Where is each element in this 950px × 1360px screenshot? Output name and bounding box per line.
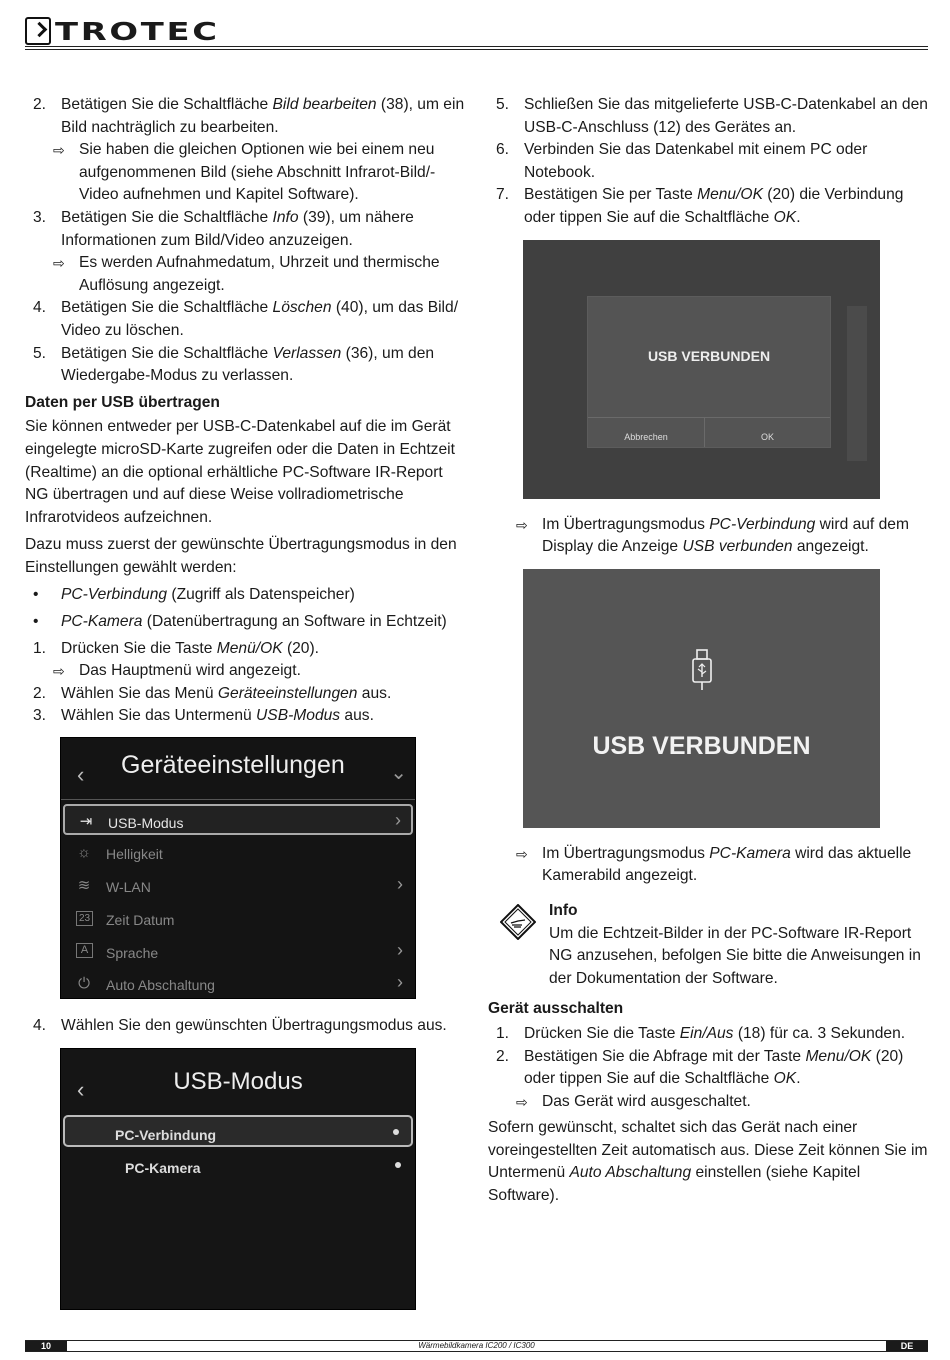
step-text: Betätigen Sie die Schaltfläche (61, 96, 273, 113)
screenshot-geraeteeinstellungen (60, 737, 416, 999)
wifi-icon: ≋ (77, 877, 91, 895)
dialog-cancel-button: Abbrechen (624, 431, 668, 442)
step-number: 2. (33, 96, 47, 113)
power-icon: ⏻ (78, 975, 90, 993)
chevron-right-icon: › (397, 972, 403, 993)
step-3 (25, 207, 465, 252)
step-text-end: aus. (357, 684, 392, 702)
step-2 (25, 94, 465, 139)
usb-step-5 (488, 94, 928, 139)
step-number: 5. (33, 344, 47, 362)
bullet-pc-kamera (25, 611, 465, 634)
menu-item-label: Sprache (106, 945, 159, 962)
step-text-end: (18) für ca. 3 Sekunden. (733, 1024, 906, 1042)
arrow-icon: ⇨ (53, 142, 65, 159)
step-emphasis: USB-Modus (256, 707, 341, 725)
screenshot-usb-modus (60, 1048, 416, 1310)
step-emphasis-2: OK (773, 208, 797, 226)
step-emphasis: Menü/OK (216, 639, 283, 657)
section-heading-off: Gerät ausschalten (488, 1000, 624, 1018)
menu-item-label: USB-Modus (108, 815, 184, 832)
step-number: 7. (496, 186, 510, 204)
scrollbar-track (847, 306, 867, 461)
step-text: Verbinden Sie das Datenkabel mit einem PC oder Notebook. (524, 141, 868, 181)
off-result-2 (488, 1091, 928, 1114)
divider (61, 799, 415, 800)
step-text-end: aus. (340, 707, 374, 725)
info-title: Info (549, 901, 578, 919)
trotec-logo (25, 16, 220, 46)
dialog-ok-button: OK (760, 431, 774, 442)
result-emphasis: PC-Kamera (709, 844, 791, 862)
radio-dot-icon (395, 1162, 401, 1168)
calendar-icon: 23 (76, 911, 93, 926)
page-number: 10 (25, 1341, 67, 1351)
step-emphasis: Löschen (272, 299, 332, 317)
bullet-pc-verbindung (25, 584, 465, 607)
step-5 (25, 343, 465, 388)
step-emphasis: Menu/OK (697, 186, 763, 204)
paragraph-usb-mode: Dazu muss zuerst der gewünschte Übertragungsmodus in den Einstellungen gewählt werden: (25, 536, 457, 576)
step-emphasis: Info (272, 208, 299, 226)
paragraph-usb-intro: Sie können entweder per USB-C-Datenkabel auf die im Gerät eingelegte microSD-Karte zugreifen oder die Daten in Echtzeit (Realtime) an die optional erhältliche PC-Software IR-Report NG übertragen und auf diese Weise vollradiometrische Infrarotvideos aufzeichnen. (25, 418, 455, 526)
dialog-box (587, 296, 831, 448)
menu-item-sprache (63, 936, 413, 967)
result-pc-verbindung (488, 514, 928, 559)
step-number: 6. (496, 141, 510, 159)
usb-step-6 (488, 139, 928, 184)
step-text-end: . (796, 208, 801, 226)
screenshot-usb-dialog (523, 240, 880, 499)
step-text: Drücken Sie die Taste (61, 639, 217, 657)
language-code: DE (886, 1341, 928, 1351)
step-text: Betätigen Sie die Schaltfläche (61, 299, 273, 317)
step-text-end: (36), um den Wiedergabe-Modus zu verlassen. (61, 344, 435, 385)
usb-result-1 (25, 660, 465, 683)
brightness-icon: ☼ (77, 844, 91, 862)
result-emphasis: PC-Verbindung (709, 515, 816, 533)
result-emphasis-2: USB verbunden (682, 538, 793, 556)
result-text: Das Gerät wird ausgeschaltet. (542, 1092, 751, 1110)
result-text: Im Übertragungsmodus (542, 515, 710, 533)
step-text: Wählen Sie das Untermenü (61, 707, 257, 725)
step-text: Schließen Sie das mitgelieferte USB-C-Datenkabel an den USB-C-Anschluss (12) des Gerätes an. (524, 96, 928, 136)
arrow-icon: ⇨ (516, 516, 528, 533)
page-footer (25, 1340, 928, 1352)
step-text: Wählen Sie den gewünschten Übertragungsmodus aus. (61, 1017, 447, 1035)
left-column (25, 94, 465, 1310)
arrow-icon: ⇨ (53, 663, 65, 680)
step-emphasis: Verlassen (272, 344, 342, 362)
screenshot-usb-verbunden (523, 569, 880, 828)
step-number: 1. (33, 639, 47, 657)
info-text: Um die Echtzeit-Bilder in der PC-Software IR-Report NG anzusehen, befolgen Sie bitte die Anweisungen in der Dokumentation der Software. (549, 924, 921, 987)
step-text: Betätigen Sie die Schaltfläche (61, 344, 273, 362)
screen-title: Geräteeinstellungen (121, 751, 345, 780)
screen-title: USB-Modus (173, 1067, 303, 1095)
step-text-end: (40), um das Bild/ Video zu löschen. (61, 299, 459, 339)
usb-mode-icon: ⇥ (79, 813, 93, 831)
result-text: Das Hauptmenü wird angezeigt. (79, 662, 301, 680)
section-heading-usb: Daten per USB übertragen (25, 393, 220, 411)
usb-step-2 (25, 683, 465, 706)
bullet-emphasis: PC-Verbindung (61, 586, 168, 604)
header-rule-secondary (25, 49, 928, 50)
result-text-mid: wird auf dem Display die Anzeige (542, 515, 909, 556)
paragraph-auto-off (488, 1117, 928, 1207)
result-text-end: wird das aktuelle Kamerabild angezeigt. (542, 844, 912, 885)
step-text-mid: (20) oder tippen Sie auf die Schaltfläche (524, 1047, 904, 1088)
off-step-1 (488, 1023, 928, 1046)
option-label: PC-Kamera (125, 1159, 201, 1176)
step-text: Bestätigen Sie die Abfrage mit der Taste (524, 1047, 806, 1065)
paragraph-text: Sofern gewünscht, schaltet sich das Gerät nach einer voreingestellten Zeit automatisch aus. Diese Zeit können Sie im Untermenü (488, 1119, 928, 1182)
bullet-icon: • (33, 613, 39, 631)
language-icon: A (76, 943, 93, 958)
option-pc-kamera (63, 1150, 413, 1182)
step-number: 3. (33, 208, 47, 226)
step-text-mid: (20) die Verbindung oder tippen Sie auf die Schaltfläche (524, 186, 904, 226)
arrow-icon: ⇨ (516, 1093, 528, 1110)
step-number: 1. (496, 1024, 510, 1042)
step-text-end: . (796, 1070, 801, 1088)
step-emphasis: Bild bearbeiten (272, 96, 377, 113)
result-text: Sie haben die gleichen Optionen wie bei einem neu aufgenommenen Bild (siehe Abschnitt Infrarot-Bild/-Video aufnehmen und Kapitel Software). (79, 141, 436, 204)
step-text-end: (39), um nähere Informationen zum Bild/Video anzuzeigen. (61, 208, 414, 249)
step-number: 5. (496, 96, 510, 113)
arrow-icon: ⇨ (516, 845, 528, 862)
brand-name: TROTEC (55, 16, 220, 46)
back-chevron-icon: ‹ (77, 1076, 85, 1102)
paragraph-emphasis: Auto Abschaltung (569, 1164, 692, 1182)
info-hand-icon (500, 904, 536, 940)
radio-dot-icon (393, 1129, 399, 1135)
step-emphasis: Ein/Aus (679, 1024, 734, 1042)
result-text: Im Übertragungsmodus (542, 844, 710, 862)
step-4 (25, 297, 465, 342)
usb-step-4 (25, 1015, 465, 1038)
chevron-right-icon: › (395, 810, 401, 831)
chevron-down-icon: ⌄ (390, 762, 407, 785)
menu-item-label: Auto Abschaltung (106, 977, 215, 994)
step-emphasis: Geräteeinstellungen (217, 684, 358, 702)
step-number: 3. (33, 707, 47, 725)
menu-item-label: Zeit Datum (106, 912, 175, 929)
menu-item-label: Helligkeit (106, 846, 163, 863)
step-number: 4. (33, 299, 47, 317)
right-column (488, 94, 928, 1213)
menu-item-zeit-datum (63, 903, 413, 934)
chevron-right-icon: › (397, 874, 403, 895)
arrow-icon: ⇨ (53, 255, 65, 272)
step-number: 4. (33, 1017, 47, 1035)
header-rule (25, 46, 928, 47)
step-text-end: (20). (282, 639, 320, 657)
divider (588, 417, 830, 418)
result-2 (25, 139, 465, 207)
menu-item-usb-modus (63, 804, 413, 835)
step-number: 2. (496, 1047, 510, 1065)
back-chevron-icon: ‹ (77, 762, 85, 788)
step-text: Drücken Sie die Taste (524, 1024, 680, 1042)
bullet-emphasis: PC-Kamera (61, 613, 143, 631)
footer-title: Wärmebildkamera IC200 / IC300 (418, 1341, 535, 1350)
step-text-end: (38), um ein Bild nachträglich zu bearbeiten. (61, 96, 465, 136)
bullet-text: (Datenübertragung an Software in Echtzeit) (142, 613, 447, 631)
bullet-icon: • (33, 586, 39, 604)
chevron-right-icon: › (397, 940, 403, 961)
result-3 (25, 252, 465, 297)
result-text: Es werden Aufnahmedatum, Uhrzeit und thermische Auflösung angezeigt. (79, 254, 440, 294)
menu-item-label: W-LAN (106, 879, 151, 896)
menu-item-helligkeit (63, 837, 413, 868)
usb-connected-message: USB VERBUNDEN (592, 731, 811, 760)
usb-step-7 (488, 184, 928, 229)
result-text-end: angezeigt. (792, 538, 869, 556)
usb-step-3 (25, 705, 465, 728)
paragraph-text-end: einstellen (siehe Kapitel Software). (488, 1164, 861, 1205)
dialog-message: USB VERBUNDEN (647, 347, 771, 364)
result-pc-kamera (488, 843, 928, 888)
option-label: PC-Verbindung (115, 1126, 217, 1143)
info-box (488, 900, 928, 990)
menu-item-auto-abschaltung (63, 968, 413, 999)
logo-arrow-icon (25, 17, 51, 45)
menu-item-wlan (63, 870, 413, 901)
step-emphasis: Menu/OK (805, 1047, 872, 1065)
bullet-text: (Zugriff als Datenspeicher) (167, 586, 355, 604)
step-text: Betätigen Sie die Schaltfläche (61, 208, 273, 226)
step-emphasis-2: OK (773, 1070, 797, 1088)
option-pc-verbindung (63, 1115, 413, 1147)
off-step-2 (488, 1046, 928, 1091)
step-text: Wählen Sie das Menü (61, 684, 218, 702)
step-number: 2. (33, 684, 47, 702)
usb-step-1 (25, 638, 465, 661)
step-text: Bestätigen Sie per Taste (524, 186, 698, 204)
usb-plug-icon (691, 649, 713, 691)
